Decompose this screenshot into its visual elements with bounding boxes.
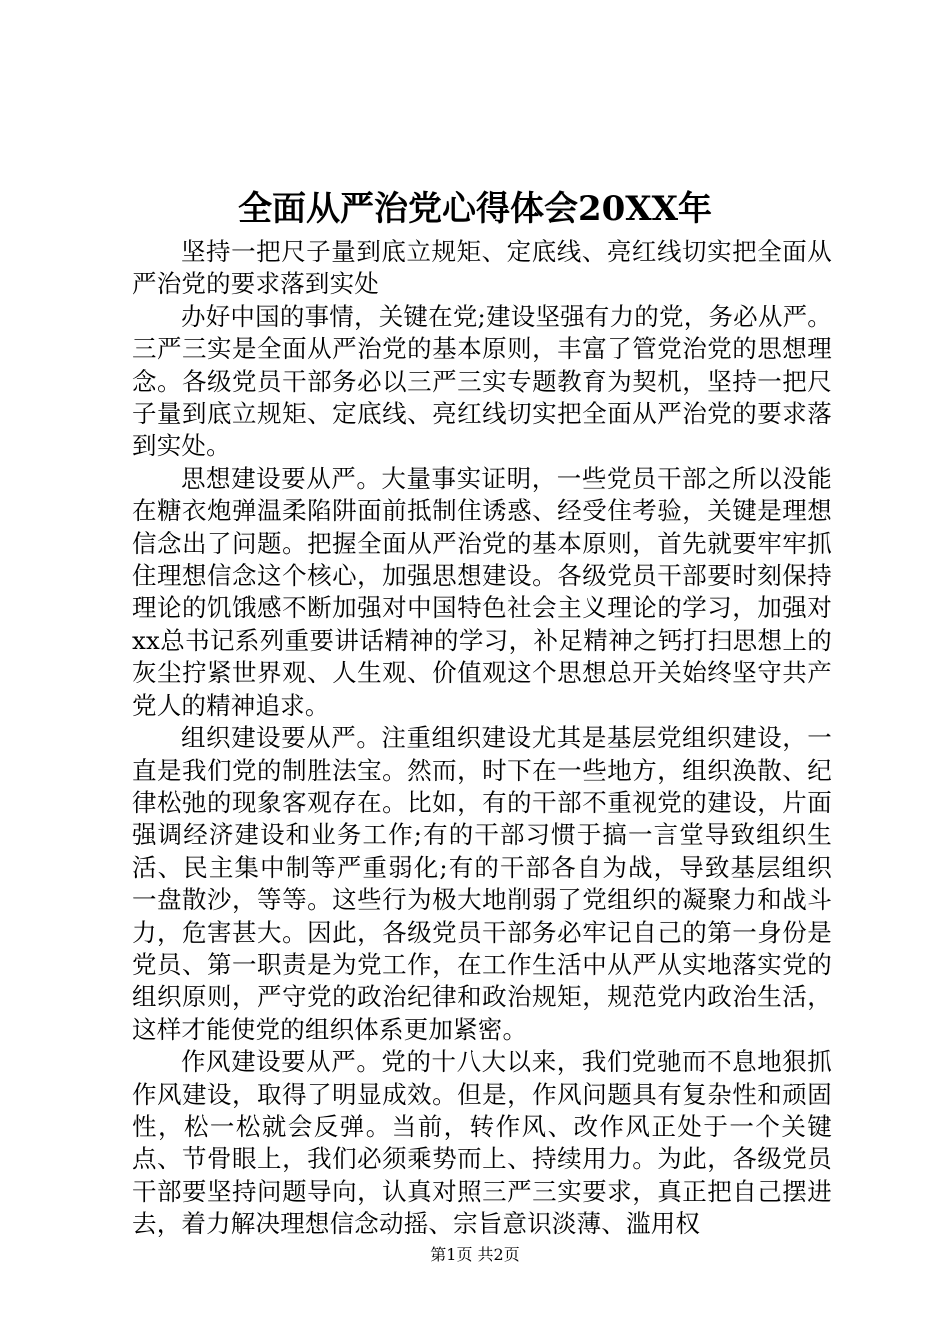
paragraph-organization: 组织建设要从严。注重组织建设尤其是基层党组织建设，一直是我们党的制胜法宝。然而，时下在一些地方，组织涣散、纪律松弛的现象客观存在。比如，有的干部不重视党的建设，片面强调经济建设和业务工作;有的干部习惯于搞一言堂导致组织生活、民主集中制等严重弱化;有的干部各自为战，导致基层组织一盘散沙，等等。这些行为极大地削弱了党组织的凝聚力和战斗力，危害甚大。因此，各级党员干部务必牢记自己的第一身份是党员、第一职责是为党工作，在工作生活中从严从实地落实党的组织原则，严守党的政治纪律和政治规矩，规范党内政治生活，这样才能使党的组织体系更加紧密。 [132,723,832,1044]
page-number-footer: 第1页 共2页 [430,1245,520,1264]
paragraph-style: 作风建设要从严。党的十八大以来，我们党驰而不息地狠抓作风建设，取得了明显成效。但是，作风问题具有复杂性和顽固性，松一松就会反弹。当前，转作风、改作风正处于一个关键点、节骨眼上，我们必须乘势而上、持续用力。为此，各级党员干部要坚持问题导向，认真对照三严三实要求，真正把自己摆进去，着力解决理想信念动摇、宗旨意识淡薄、滥用权 [132,1047,832,1239]
paragraph-intro: 办好中国的事情，关键在党;建设坚强有力的党，务必从严。三严三实是全面从严治党的基本原则，丰富了管党治党的思想理念。各级党员干部务必以三严三实专题教育为契机，坚持一把尺子量到底立规矩、定底线、亮红线切实把全面从严治党的要求落到实处。 [132,301,832,461]
document-title: 全面从严治党心得体会20XX年 [237,189,713,229]
document-body [132,236,832,1241]
paragraph-ideology: 思想建设要从严。大量事实证明，一些党员干部之所以没能在糖衣炮弹温柔陷阱面前抵制住诱惑、经受住考验，关键是理想信念出了问题。把握全面从严治党的基本原则，首先就要牢牢抓住理想信念这个核心，加强思想建设。各级党员干部要时刻保持理论的饥饿感不断加强对中国特色社会主义理论的学习，加强对xx总书记系列重要讲话精神的学习，补足精神之钙打扫思想上的灰尘拧紧世界观、人生观、价值观这个思想总开关始终坚守共产党人的精神追求。 [132,463,832,720]
paragraph-subtitle: 坚持一把尺子量到底立规矩、定底线、亮红线切实把全面从严治党的要求落到实处 [132,237,832,299]
